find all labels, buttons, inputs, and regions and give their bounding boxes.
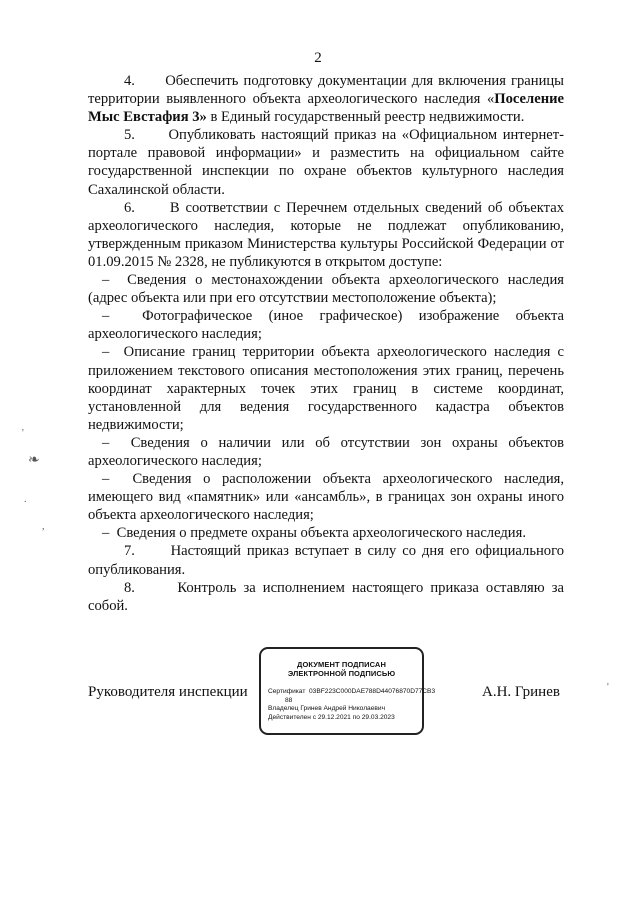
validity-label: Действителен <box>268 713 311 721</box>
clause-text: 4. Обеспечить подготовку документации для включения границы территории выявленного объекта археологического наследия « <box>88 73 564 108</box>
stamp-validity <box>268 714 422 723</box>
owner-label: Владелец <box>268 705 299 713</box>
clause-8: 8. Контроль за исполнением настоящего приказа оставляю за собой. <box>88 579 564 614</box>
stamp-title-line: ДОКУМЕНТ ПОДПИСАН <box>297 660 386 669</box>
validity-value: с 29.12.2021 по 29.03.2023 <box>312 713 395 721</box>
owner-value: Гринев Андрей Николаевич <box>300 705 386 713</box>
stamp-owner <box>268 705 422 714</box>
scan-mark: ❧ <box>28 453 40 468</box>
certificate-value: 03BF223C000DAE788D44076870D77CB3 <box>309 688 436 695</box>
page-number: 2 <box>314 50 322 66</box>
scan-mark: ' <box>607 682 609 693</box>
list-item: – Описание границ территории объекта археологического наследия с приложением текстового описания местоположения этих границ, перечень координат характерных точек этих границ в системе координат, установленной для ведения государственного кадастра объектов недвижимости; <box>88 344 564 433</box>
clause-5: 5. Опубликовать настоящий приказ на «Официальном интернет-портале правовой информации» и разместить на официальном сайте государственной инспекции по охране объектов культурного наследия Сахалинской области. <box>88 127 564 198</box>
clause-6: 6. В соответствии с Перечнем отдельных сведений об объектах археологического наследия, которые не подлежат опубликованию, утвержденным приказом Министерства культуры Российской Федерации от 01.09.2015 № 2328, не публикуются в открытом доступе: <box>88 199 564 270</box>
list-item: – Сведения о местонахождении объекта археологического наследия (адрес объекта или при его отсутствии местоположение объекта); <box>88 272 564 307</box>
scan-mark: . <box>24 494 27 505</box>
scan-mark: , <box>42 521 45 532</box>
list-item: – Фотографическое (иное графическое) изображение объекта археологического наследия; <box>88 308 564 343</box>
stamp-title <box>261 660 422 678</box>
object-name: Поселение Мыс Евстафия 3» <box>88 91 564 126</box>
clause-text: в Единый государственный реестр недвижимости. <box>206 109 525 126</box>
stamp-certificate <box>268 688 436 697</box>
clause-4 <box>88 72 564 126</box>
scan-mark: ' <box>22 428 24 439</box>
document-body <box>88 72 564 615</box>
signer-name: А.Н. Гринев <box>482 684 560 700</box>
list-item: – Сведения о расположении объекта археологического наследия, имеющего вид «памятник» или «ансамбль», в границах зон охраны иного объекта археологического наследия; <box>88 471 564 524</box>
stamp-certificate-cont: 88 <box>285 696 293 704</box>
list-item: – Сведения о наличии или об отсутствии зон охраны объектов археологического наследия; <box>88 434 564 469</box>
electronic-signature-stamp <box>259 647 436 735</box>
list-item: – Сведения о предмете охраны объекта археологического наследия. <box>102 525 526 542</box>
certificate-label: Сертификат <box>268 688 306 695</box>
signer-role: Руководителя инспекции <box>88 684 248 700</box>
stamp-title-line: ЭЛЕКТРОННОЙ ПОДПИСЬЮ <box>287 669 396 678</box>
clause-7: 7. Настоящий приказ вступает в силу со дня его официального опубликования. <box>88 543 564 578</box>
